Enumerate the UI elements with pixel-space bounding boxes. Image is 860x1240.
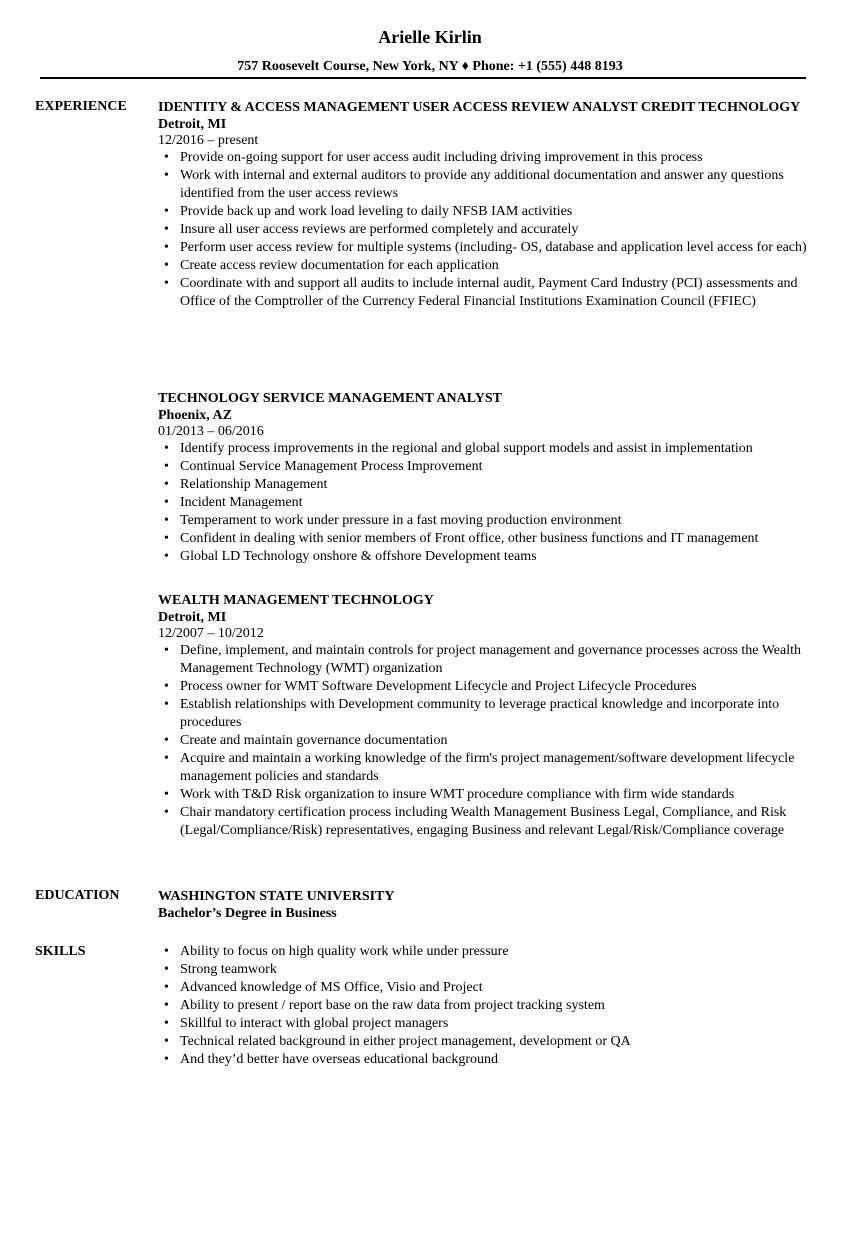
job-dates: 12/2016 – present [158,133,259,148]
bullet-item: • Establish relationships with Development community to leverage practical knowledge and incorporate into procedures [180,696,808,732]
job-entry-3 [158,592,808,840]
job-dates: 12/2007 – 10/2012 [158,626,264,641]
bullet-item: • Create and maintain governance documentation [180,732,808,750]
bullet-item: • Acquire and maintain a working knowledge of the firm's project management/software development lifecycle management policies and standards [180,750,808,786]
bullet-item: • Perform user access review for multiple systems (including- OS, database and application level access for each) [180,239,808,257]
bullet-item: • Temperament to work under pressure in a fast moving production environment [180,512,808,530]
candidate-name: Arielle Kirlin [378,27,482,47]
section-label-experience: EXPERIENCE [35,99,127,114]
skills-list [158,943,808,1069]
degree: Bachelor’s Degree in Business [158,906,337,921]
skill-item: • Ability to present / report base on the raw data from project tracking system [180,997,808,1015]
bullet-item: • Work with T&D Risk organization to insure WMT procedure compliance with firm wide standards [180,786,808,804]
bullet-item: • Insure all user access reviews are performed completely and accurately [180,221,808,239]
bullet-item: • Define, implement, and maintain controls for project management and governance processes across the Wealth Management Technology (WMT) organization [180,642,808,678]
bullet-item: • Identify process improvements in the regional and global support models and assist in implementation [180,440,808,458]
job-location: Detroit, MI [158,117,227,132]
job-location: Detroit, MI [158,610,227,625]
bullet-item: • Work with internal and external auditors to provide any additional documentation and answer any questions identified from the user access reviews [180,167,808,203]
section-label-skills: SKILLS [35,944,86,959]
bullet-item: • Incident Management [180,494,808,512]
job-bullets [158,149,808,311]
job-entry-2 [158,390,808,566]
section-label-education: EDUCATION [35,888,120,903]
skills-entry [158,943,808,1069]
skill-item: • Ability to focus on high quality work while under pressure [180,943,808,961]
header-divider [40,77,806,79]
bullet-item: • Provide back up and work load leveling to daily NFSB IAM activities [180,203,808,221]
bullet-item: • Process owner for WMT Software Development Lifecycle and Project Lifecycle Procedures [180,678,808,696]
job-location: Phoenix, AZ [158,408,232,423]
bullet-item: • Provide on-going support for user access audit including driving improvement in this process [180,149,808,167]
job-title: WEALTH MANAGEMENT TECHNOLOGY [158,593,434,608]
bullet-item: • Confident in dealing with senior members of Front office, other business functions and IT management [180,530,808,548]
education-entry [158,888,808,922]
bullet-item: • Chair mandatory certification process including Wealth Management Business Legal, Compliance, and Risk (Legal/Compliance/Risk) representatives, engaging Business and relevant Legal/Risk/Compliance coverage [180,804,808,840]
job-entry-1 [158,99,808,311]
job-bullets [158,440,808,566]
bullet-item: • Create access review documentation for each application [180,257,808,275]
job-title: IDENTITY & ACCESS MANAGEMENT USER ACCESS REVIEW ANALYST CREDIT TECHNOLOGY [158,100,801,115]
bullet-item: • Coordinate with and support all audits to include internal audit, Payment Card Industry (PCI) assessments and Office of the Comptroller of the Currency Federal Financial Institutions Examination Council (FFIEC) [180,275,808,311]
skill-item: • Skillful to interact with global project managers [180,1015,808,1033]
bullet-item: • Relationship Management [180,476,808,494]
job-title: TECHNOLOGY SERVICE MANAGEMENT ANALYST [158,391,502,406]
bullet-item: • Global LD Technology onshore & offshore Development teams [180,548,808,566]
skill-item: • Advanced knowledge of MS Office, Visio and Project [180,979,808,997]
school-name: WASHINGTON STATE UNIVERSITY [158,889,395,904]
job-dates: 01/2013 – 06/2016 [158,424,264,439]
job-bullets [158,642,808,840]
bullet-item: • Continual Service Management Process Improvement [180,458,808,476]
contact-line: 757 Roosevelt Course, New York, NY ♦ Phone: +1 (555) 448 8193 [237,59,623,74]
skill-item: • Strong teamwork [180,961,808,979]
skill-item: • Technical related background in either project management, development or QA [180,1033,808,1051]
skill-item: • And they’d better have overseas educational background [180,1051,808,1069]
